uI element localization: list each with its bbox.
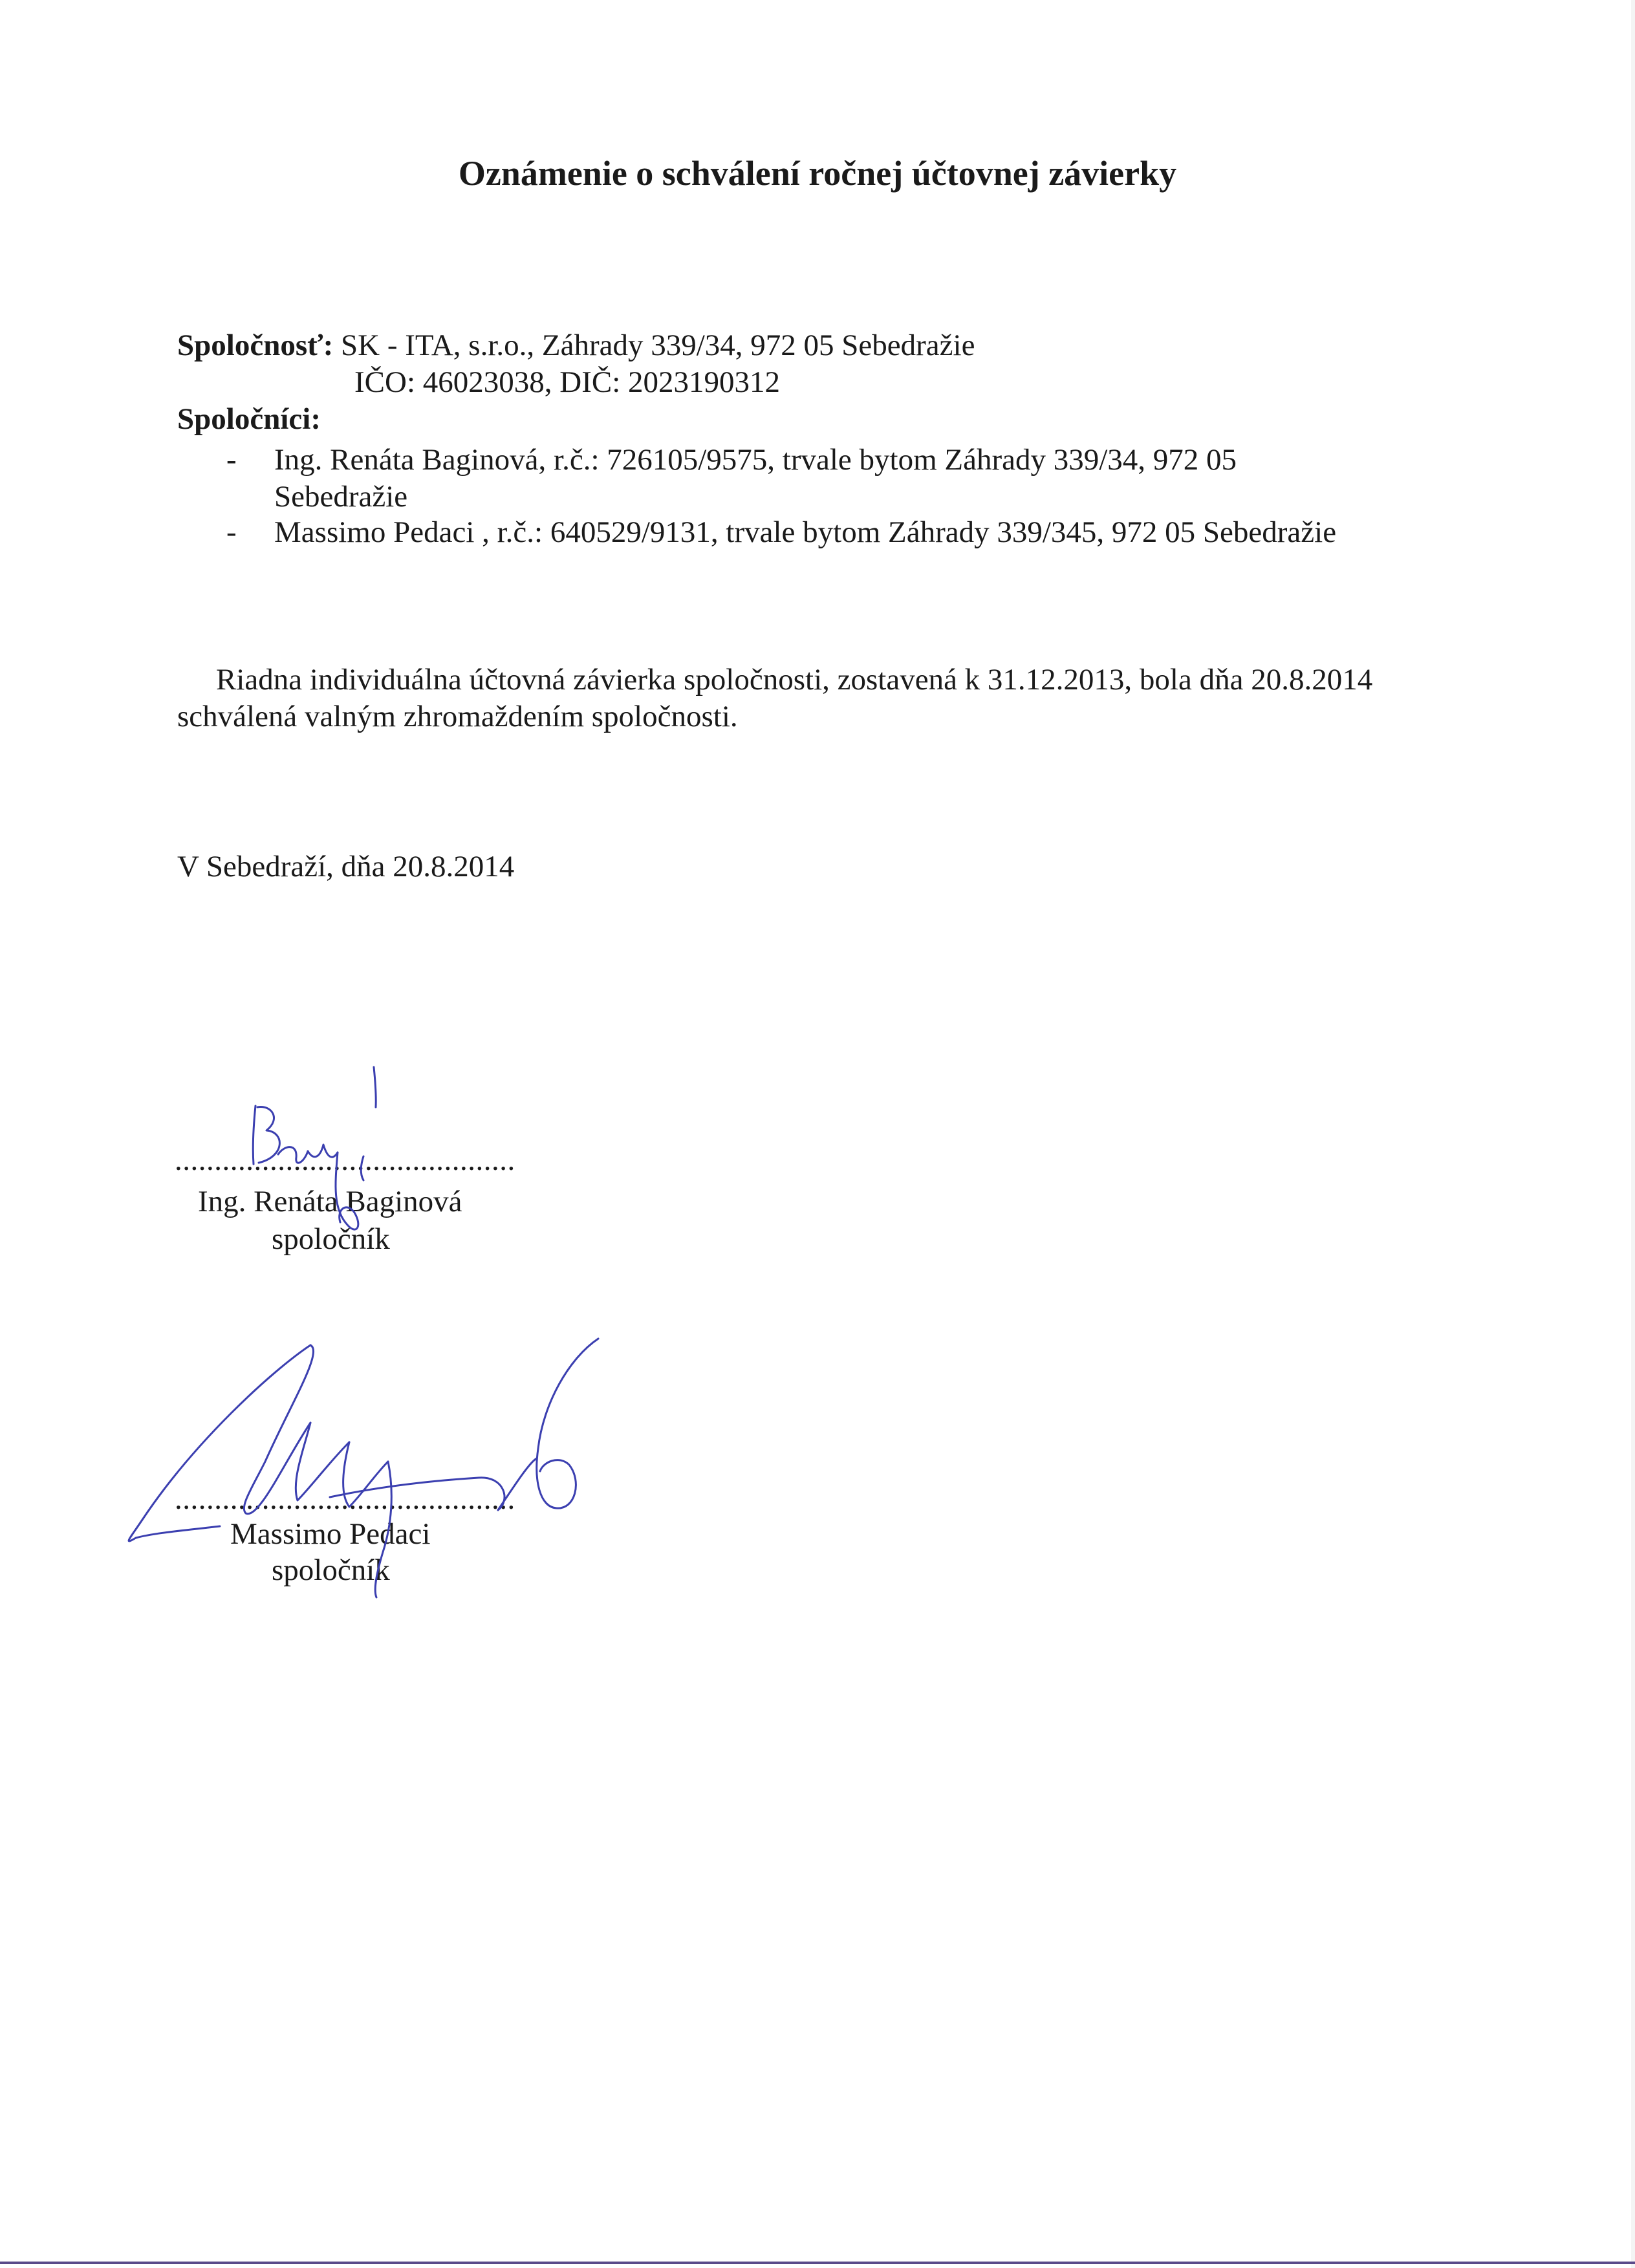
document-title: Oznámenie o schválení ročnej účtovnej závierky xyxy=(458,154,1177,193)
company-line xyxy=(177,327,975,364)
signature-line: ........................................... xyxy=(175,1143,515,1177)
signatory-name: Massimo Pedaci xyxy=(230,1517,431,1551)
company-ids: IČO: 46023038, DIČ: 2023190312 xyxy=(354,365,780,399)
signatory-name: Ing. Renáta Baginová xyxy=(198,1185,462,1218)
partner-text: Ing. Renáta Baginová, r.č.: 726105/9575, trvale bytom Záhrady 339/34, 972 05 Sebedražie xyxy=(274,443,1237,513)
company-label: Spoločnosť: xyxy=(177,329,334,362)
partner-text: Massimo Pedaci , r.č.: 640529/9131, trvale bytom Záhrady 339/345, 972 05 Sebedražie xyxy=(274,515,1337,549)
list-dash: - xyxy=(226,515,237,549)
scan-edge xyxy=(1631,0,1635,2268)
list-dash: - xyxy=(226,443,237,477)
signature-line: ........................................... xyxy=(175,1482,515,1516)
signatory-role: spoločník xyxy=(272,1553,390,1587)
company-value: SK - ITA, s.r.o., Záhrady 339/34, 972 05 Sebedražie xyxy=(341,329,975,362)
place-date: V Sebedraží, dňa 20.8.2014 xyxy=(177,850,515,883)
approval-paragraph: Riadna individuálna účtovná závierka spoločnosti, zostavená k 31.12.2013, bola dňa 20.8.2014 schválená valným zhromaždením spoločnosti. xyxy=(177,663,1373,733)
signatory-role: spoločník xyxy=(272,1222,390,1256)
partners-label: Spoločníci: xyxy=(177,402,321,436)
scan-bottom-edge xyxy=(0,2262,1635,2264)
